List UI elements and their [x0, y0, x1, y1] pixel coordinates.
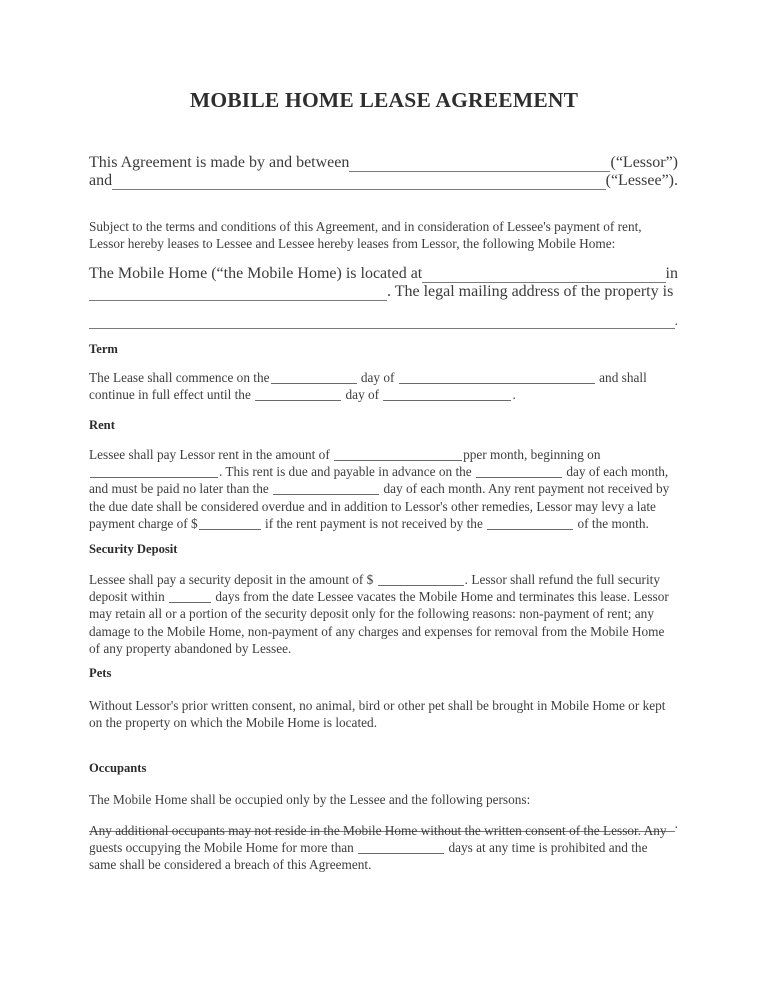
lessor-line [89, 154, 678, 172]
deposit-block [89, 571, 678, 657]
rent-text-5: day of each month. Any rent payment not received by the due date shall be considered overdue and in addition to Lessor's other remedies, Lessor may levy a late payment charge of $ [89, 481, 670, 531]
occupants-block [89, 822, 678, 874]
term-commence-month-blank[interactable] [399, 371, 595, 384]
deposit-refund-days-blank[interactable] [169, 590, 211, 603]
rent-text-3: . This rent is due and payable in advance on the [219, 464, 472, 480]
lessee-name-blank[interactable] [112, 177, 606, 190]
term-block [89, 369, 678, 403]
term-paragraph [89, 369, 678, 403]
location-line-1 [89, 265, 678, 283]
location-label: The Mobile Home (“the Mobile Home) is located at [89, 265, 423, 282]
occupants-text-1: Any additional occupants may not reside in the Mobile Home without the written consent of the Lessor. Any guests occupying the Mobile Home for more than [89, 823, 667, 856]
rent-text-1: Lessee shall pay Lessor rent in the amount of [89, 447, 330, 462]
location-block [89, 265, 678, 329]
rent-heading-block [89, 417, 678, 433]
occupants-intro-block [89, 791, 678, 808]
lessee-label: and [89, 172, 113, 189]
rent-text-6: if the rent payment is not received by the [265, 515, 483, 531]
rent-text-4: day of each month, and must be paid no later than the [89, 464, 669, 497]
deposit-text-2: . Lessor shall refund the full security deposit within [89, 572, 661, 605]
page-title: MOBILE HOME LEASE AGREEMENT [189, 88, 579, 112]
subject-paragraph: Subject to the terms and conditions of this Agreement, and in consideration of Lessee's payment of rent, Lessor hereby leases to Lessee and Lessee hereby leases from Lessor, the following Mobile Home: [89, 219, 642, 252]
lessor-suffix: (“Lessor”) [610, 154, 678, 171]
mailing-address-period: . [674, 313, 678, 328]
term-end-day-blank[interactable] [255, 388, 341, 401]
rent-amount-blank[interactable] [334, 448, 462, 461]
section-heading-pets: Pets [89, 666, 112, 680]
deposit-paragraph [89, 571, 678, 657]
pets-heading-block [89, 665, 678, 681]
rent-block [89, 446, 678, 532]
occupants-heading-block [89, 760, 678, 776]
location-address-blank[interactable] [422, 270, 665, 283]
term-text-1: The Lease shall commence on the [89, 370, 270, 385]
subject-block [89, 218, 678, 252]
parties-block [89, 154, 678, 190]
occupants-paragraph [89, 822, 678, 874]
term-text-3: and shall continue in full effect until the [89, 370, 647, 403]
rent-start-date-blank[interactable] [90, 465, 218, 478]
occupants-text-2: days at any time is prohibited and the same shall be considered a breach of this Agreement. [89, 840, 648, 873]
late-cutoff-day-blank[interactable] [487, 517, 573, 530]
location-line-2 [89, 283, 678, 301]
lessee-suffix: (“Lessee”). [605, 172, 678, 189]
mailing-address-label: . The legal mailing address of the property is [387, 283, 674, 300]
deposit-text-1: Lessee shall pay a security deposit in the amount of $ [89, 572, 374, 587]
section-heading-rent: Rent [89, 418, 115, 432]
location-line-3 [89, 313, 678, 329]
section-heading-security-deposit: Security Deposit [89, 542, 178, 556]
section-heading-occupants: Occupants [89, 761, 147, 775]
mailing-address-blank[interactable] [89, 316, 675, 329]
pets-paragraph: Without Lessor's prior written consent, no animal, bird or other pet shall be brought in Mobile Home or kept on the property on which the Mobile Home is located. [89, 698, 666, 731]
deposit-text-3: days from the date Lessee vacates the Mobile Home and terminates this lease. Lessor may retain all or a portion of the security deposit only for the following reasons: non-payment of rent; any damage to the Mobile Home, non-payment of any charges and expenses for removal from the Mobile Home of any property abandoned by Lessee. [89, 589, 669, 656]
deposit-heading-block [89, 541, 678, 557]
late-charge-amount-blank[interactable] [199, 517, 261, 530]
pets-block [89, 697, 678, 731]
section-heading-term: Term [89, 342, 118, 356]
rent-text-7: of the month. [577, 515, 649, 531]
term-text-5: . [512, 387, 516, 403]
term-end-month-blank[interactable] [383, 388, 511, 401]
term-commence-day-blank[interactable] [271, 371, 357, 384]
lessee-line [89, 172, 678, 190]
occupants-names-period: . [674, 816, 678, 831]
rent-text-2: pper month, beginning on [463, 447, 601, 462]
guest-days-blank[interactable] [358, 841, 444, 854]
rent-due-day-blank[interactable] [476, 465, 562, 478]
occupants-intro-paragraph: The Mobile Home shall be occupied only by the Lessee and the following persons: [89, 792, 531, 807]
rent-latest-day-blank[interactable] [273, 482, 379, 495]
deposit-amount-blank[interactable] [378, 573, 464, 586]
location-city-blank[interactable] [89, 288, 387, 301]
location-in-label: in [665, 265, 678, 282]
lessor-label: This Agreement is made by and between [89, 154, 350, 171]
rent-paragraph [89, 446, 678, 532]
term-heading-block [89, 341, 678, 357]
lessor-name-blank[interactable] [349, 159, 610, 172]
term-text-4: day of [345, 387, 380, 403]
term-text-2: day of [360, 370, 395, 385]
